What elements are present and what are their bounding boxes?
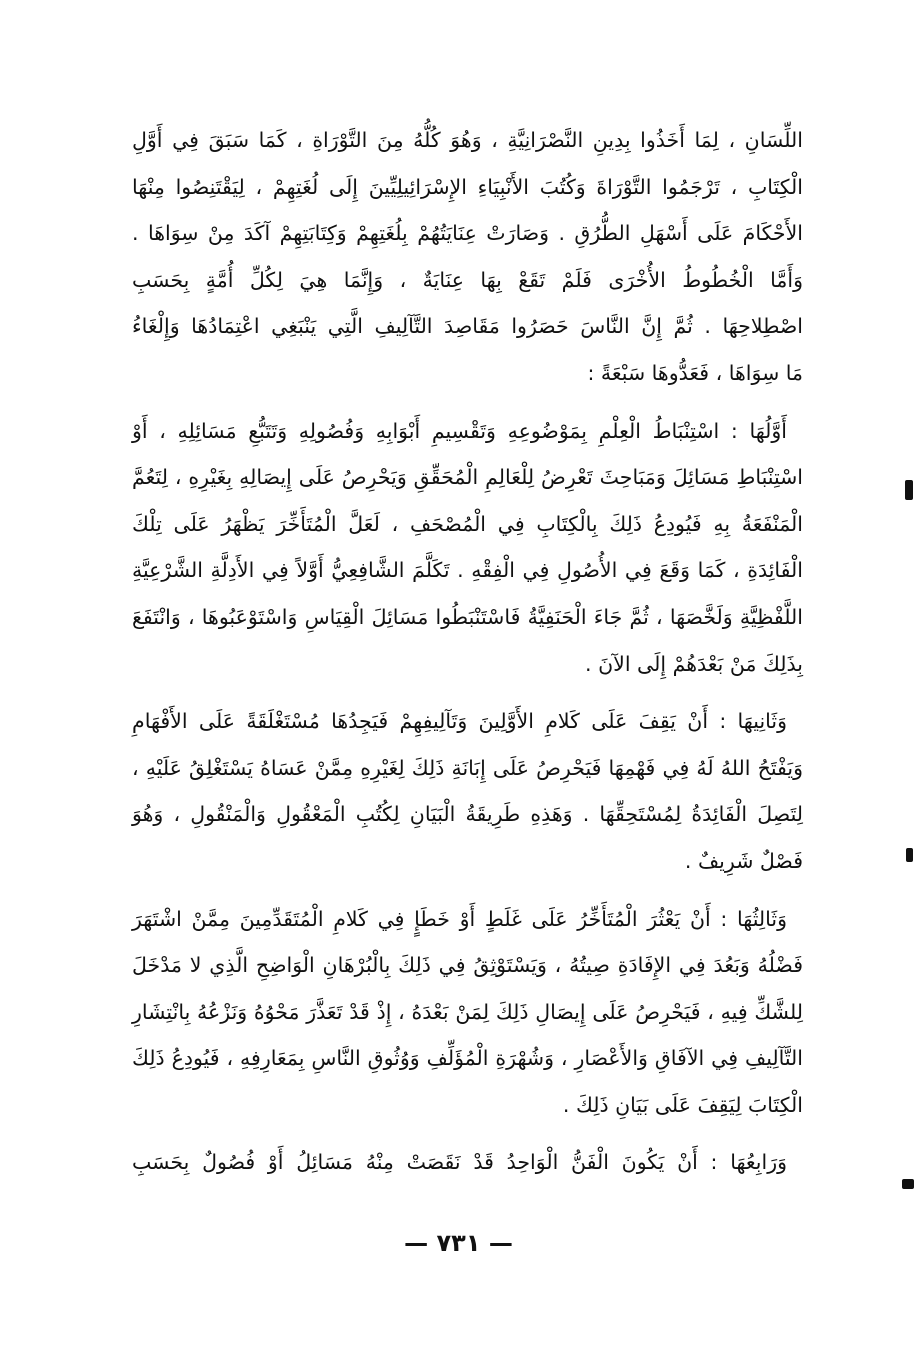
text-line: مَا سِوَاهَا ، فَعَدُّوهَا سَبْعَةً : <box>587 360 803 385</box>
text-line: الْكِتَابِ ، تَرْجَمُوا التَّوْرَاةَ وَكُتُبَ الأَنْبِيَاءِ الإِسْرَائِيلِيِّينَ إِلَى لُغَتِهِمْ ، لِيَقْتَنِصُوا مِنْهَا <box>132 174 803 199</box>
text-line: اسْتِنْبَاطِ مَسَائِلَ وَمَبَاحِثَ تَعْرِضُ لِلْعَالِمِ الْمُحَقِّقِ وَيَحْرِصُ عَلَى إِيصَالِهِ بِغَيْرِهِ ، لِتَعُمَّ <box>132 465 803 490</box>
page-number: — ٧٣١ — <box>404 1229 513 1257</box>
text-line: فَضْلُهُ وَبَعُدَ فِي الإِفَادَةِ صِيتُهُ ، وَيَسْتَوْثِقُ فِي ذَلِكَ بِالْبُرْهَانِ الْوَاضِحِ الَّذِي لا مَدْخَلَ <box>132 953 803 978</box>
text-line: الْكِتَابَ لِيَقِفَ عَلَى بَيَانِ ذَلِكَ . <box>562 1092 803 1117</box>
text-line: الْمَنْفَعَةُ بِهِ فَيُودِعُ ذَلِكَ بِالْكِتَابِ فِي الْمُصْحَفِ ، لَعَلَّ الْمُتَأَخِّرَ يَظْهَرُ عَلَى تِلْكَ <box>132 511 803 536</box>
text-line: بِذَلِكَ مَنْ بَعْدَهُمْ إِلَى الآنَ . <box>585 651 803 676</box>
paragraph <box>132 117 803 397</box>
text-line: وَأَمَّا الْخُطُوطُ الأُخْرَى فَلَمْ تَقَعْ بِهَا عِنَايَةٌ ، وَإِنَّمَا هِيَ لِكُلِّ أُمَّةٍ بِحَسَبِ <box>132 267 803 292</box>
text-line: أَوَّلُهَا : اسْتِنْبَاطُ الْعِلْمِ بِمَوْضُوعِهِ وَتَقْسِيمِ أَبْوَابِهِ وَفُصُولِهِ وَتَتَبُّعِ مَسَائِلِهِ ، أَوْ <box>132 418 787 443</box>
paragraph <box>132 1139 803 1186</box>
scan-mark <box>906 848 913 862</box>
text-line: اصْطِلاحِهَا . ثُمَّ إِنَّ النَّاسَ حَصَرُوا مَقَاصِدَ التَّآلِيفِ الَّتِي يَنْبَغِي اعْتِمَادُهَا وَإِلْغَاءُ <box>132 314 803 339</box>
text-line: لِتَصِلَ الْفَائِدَةُ لِمُسْتَحِقِّهَا . وَهَذِهِ طَرِيقَةُ الْبَيَانِ لِكُتُبِ الْمَعْقُولِ وَالْمَنْقُولِ ، وَهُوَ <box>132 802 803 827</box>
scan-mark <box>905 480 913 500</box>
scan-mark <box>902 1179 914 1189</box>
body-text <box>132 117 803 1186</box>
text-line: وَرَابِعُهَا : أَنْ يَكُونَ الْفَنُّ الْوَاحِدُ قَدْ نَقَصَتْ مِنْهُ مَسَائِلُ أَوْ فُصُولٌ بِحَسَبِ <box>132 1150 787 1175</box>
text-line: فَصْلٌ شَرِيفٌ . <box>684 848 803 873</box>
text-line: الْفَائِدَةِ ، كَمَا وَقَعَ فِي الأُصُولِ فِي الْفِقْهِ . تَكَلَّمَ الشَّافِعِيُّ أَوَّلاً فِي الأَدِلَّةِ الشَّرْعِيَّةِ <box>132 558 803 583</box>
text-line: وَثَالِثُهَا : أَنْ يَعْثُرَ الْمُتَأَخِّرُ عَلَى غَلَطٍ أَوْ خَطَإٍ فِي كَلامِ الْمُتَقَدِّمِينَ مِمَّنْ اشْتَهَرَ <box>132 906 787 931</box>
paragraph <box>132 896 803 1129</box>
paragraph <box>132 698 803 884</box>
paragraph <box>132 408 803 688</box>
text-line: اللِّسَانِ ، لِمَا أَخَذُوا بِدِينِ النَّصْرَانِيَّةِ ، وَهُوَ كُلُّهُ مِنَ التَّوْرَاةِ ، كَمَا سَبَقَ فِي أَوَّلِ <box>132 128 803 152</box>
text-line: وَثَانِيهَا : أَنْ يَقِفَ عَلَى كَلامِ الأَوَّلِينَ وَتَآلِيفِهِمْ فَيَجِدُهَا مُسْتَغْلَقَةً عَلَى الأَفْهَامِ <box>132 709 787 734</box>
text-line: لِلشَّكِّ فِيهِ ، فَيَحْرِصُ عَلَى إِيصَالِ ذَلِكَ لِمَنْ بَعْدَهُ ، إِذْ قَدْ تَعَذَّرَ مَحْوُهُ وَنَزْعُهُ بِانْتِشَارِ <box>132 999 803 1024</box>
text-line: الأَحْكَامَ عَلَى أَسْهَلِ الطُّرُقِ . وَصَارَتْ عِنَايَتُهُمْ بِلُغَتِهِمْ وَكِتَابَتِهِمْ آكَدَ مِنْ سِوَاهَا . <box>132 221 803 246</box>
text-line: التَّآلِيفِ فِي الآفَاقِ وَالأَعْصَارِ ، وَشُهْرَةِ الْمُؤَلِّفِ وَوُثُوقِ النَّاسِ بِمَعَارِفِهِ ، فَيُودِعُ ذَلِكَ <box>132 1046 803 1071</box>
text-line: اللَّفْظِيَّةِ وَلَخَّصَهَا ، ثُمَّ جَاءَ الْحَنَفِيَّةُ فَاسْتَنْبَطُوا مَسَائِلَ الْقِيَاسِ وَاسْتَوْعَبُوهَا ، وَانْتَفَعَ <box>132 604 803 629</box>
text-line: وَيَفْتَحُ اللهُ لَهُ فِي فَهْمِهَا فَيَحْرِصُ عَلَى إِبَانَةِ ذَلِكَ لِغَيْرِهِ مِمَّنْ عَسَاهُ يَسْتَغْلِقُ عَلَيْهِ ، <box>132 755 803 780</box>
